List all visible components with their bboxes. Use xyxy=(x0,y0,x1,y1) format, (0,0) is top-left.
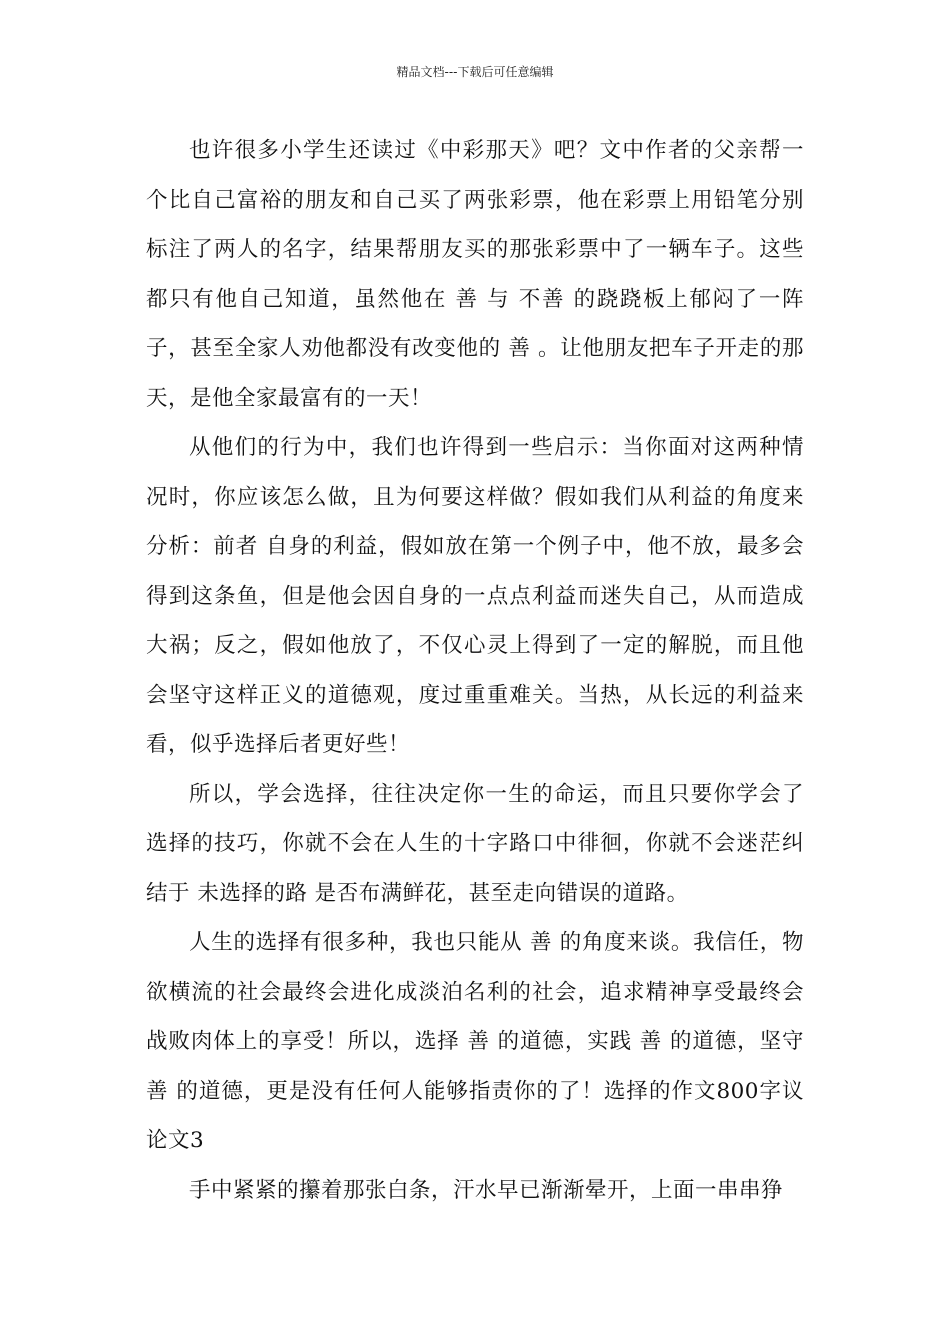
paragraph: 人生的选择有很多种，我也只能从 善 的角度来谈。我信任，物欲横流的社会最终会进化成淡泊名利的社会，追求精神享受最终会战败肉体上的享受！所以，选择 善 的道德，实践 善 的道德，坚守 善 的道德，更是没有任何人能够指责你的了！选择的作文800字议论文3 xyxy=(146,930,804,1153)
paragraph: 所以，学会选择，往往决定你一生的命运，而且只要你学会了选择的技巧，你就不会在人生的十字路口中徘徊，你就不会迷茫纠结于 未选择的路 是否布满鲜花，甚至走向错误的道路。 xyxy=(146,781,804,906)
paragraph: 从他们的行为中，我们也许得到一些启示：当你面对这两种情况时，你应该怎么做，且为何要这样做？假如我们从利益的角度来分析：前者 自身的利益，假如放在第一个例子中，他不放，最多会得到这条鱼，但是他会因自身的一点点利益而迷失自己，从而造成大祸；反之，假如他放了，不仅心灵上得到了一定的解脱，而且他会坚守这样正义的道德观，度过重重难关。当热，从长远的利益来看，似乎选择后者更好些！ xyxy=(146,435,804,757)
page-header: 精品文档---下载后可任意编辑 xyxy=(396,65,554,79)
document-body xyxy=(146,126,804,1215)
paragraph: 也许很多小学生还读过《中彩那天》吧？文中作者的父亲帮一个比自己富裕的朋友和自己买了两张彩票，他在彩票上用铅笔分别标注了两人的名字，结果帮朋友买的那张彩票中了一辆车子。这些都只有他自己知道，虽然他在 善 与 不善 的跷跷板上郁闷了一阵子，甚至全家人劝他都没有改变他的 善 。让他朋友把车子开走的那天，是他全家最富有的一天！ xyxy=(146,138,804,411)
paragraph: 手中紧紧的攥着那张白条，汗水早已渐渐晕开，上面一串串狰 xyxy=(189,1177,784,1203)
